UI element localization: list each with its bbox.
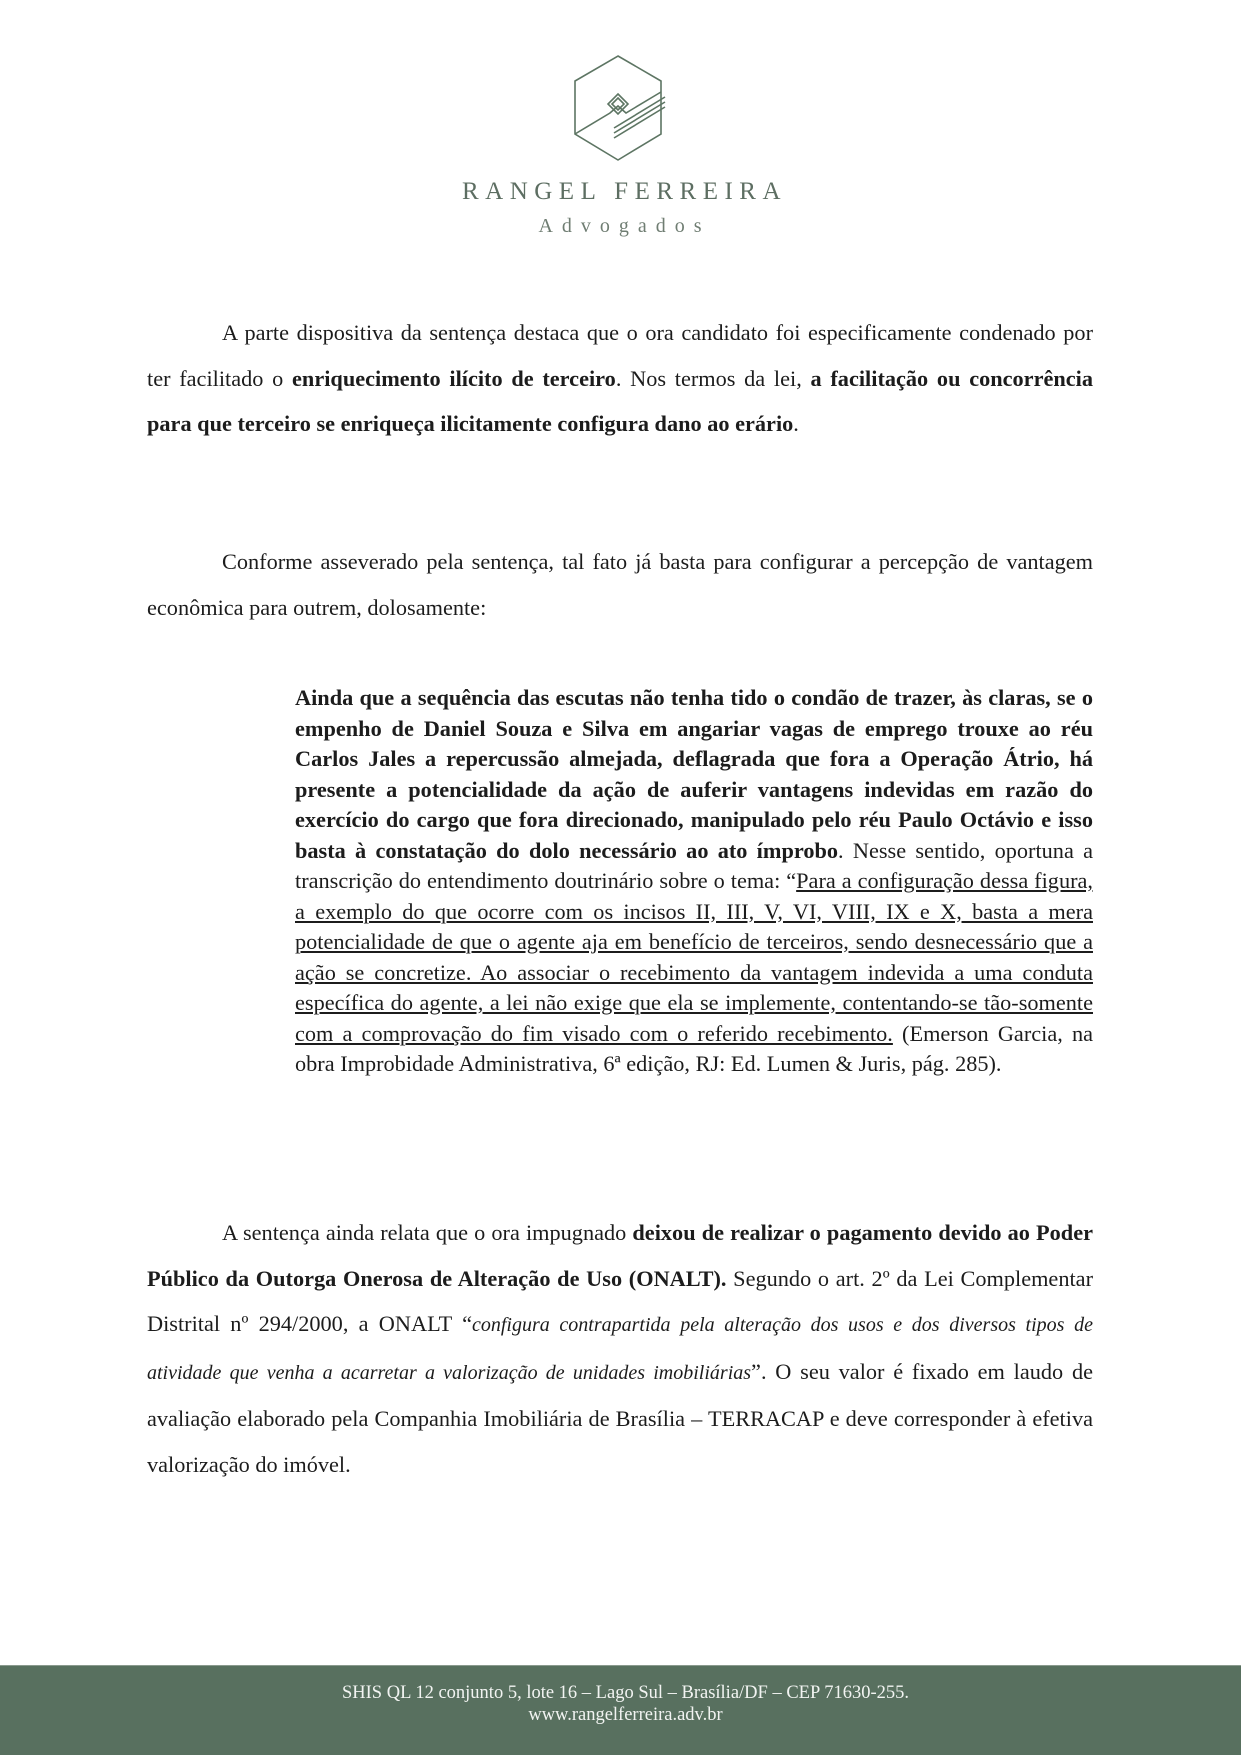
block-quote <box>295 683 1093 1080</box>
text-segment-normal: Conforme asseverado pela sentença, tal fato já basta para configurar a percepção de vantagem econômica para outrem, dolosamente: <box>147 549 1093 620</box>
text-segment-bold: Ainda que a sequência das escutas não tenha tido o condão de trazer, às claras, se o empenho de Daniel Souza e Silva em angariar vagas de emprego trouxe ao réu Carlos Jales a repercussão almejada, deflagrada que fora a Operação Átrio, há presente a potencialidade da ação de auferir vantagens indevidas em razão do exercício do cargo que fora direcionado, manipulado pelo réu Paulo Octávio e isso basta à constatação do dolo necessário ao ato ímprobo <box>295 685 1093 863</box>
footer-address: SHIS QL 12 conjunto 5, lote 16 – Lago Sul – Brasília/DF – CEP 71630-255. <box>342 1683 909 1703</box>
text-segment-underline: Para a configuração dessa figura, a exemplo do que ocorre com os incisos II, III, V, VI, VIII, IX e X, basta a mera potencialidade de que o agente aja em benefício de terceiros, sendo desnecessário que a ação se concretize. Ao associar o recebimento da vantagem indevida a uma conduta específica do agente, a lei não exige que ela se implemente, contentando-se tão-somente com a comprovação do fim visado com o referido recebimento. <box>295 868 1093 1046</box>
text-segment-normal: ”. O seu valor é fixado em laudo de avaliação elaborado pela Companhia Imobiliária de Brasília – TERRACAP e deve corresponder à efetiva valorização do imóvel. <box>147 1358 1093 1477</box>
brand-name: RANGEL FERREIRA <box>461 178 788 205</box>
text-segment-bold: a facilitação ou concorrência para que terceiro se enriqueça ilicitamente configura dano ao erário <box>147 365 1094 436</box>
text-segment-normal: (Emerson Garcia, na obra Improbidade Administrativa, 6ª edição, RJ: Ed. Lumen & Juris, pág. 285). <box>295 1020 1093 1076</box>
text-segment-normal: Segundo o art. 2º da Lei Complementar Distrital nº 294/2000, a ONALT “ <box>147 1265 1093 1336</box>
letterhead <box>0 0 1241 250</box>
footer-band <box>0 1665 1241 1755</box>
text-segment-normal: A sentença ainda relata que o ora impugnado <box>222 1220 633 1245</box>
text-segment-normal: A parte dispositiva da sentença destaca que o ora candidato foi especificamente condenado por ter facilitado o <box>147 320 1093 391</box>
paragraph-3 <box>147 1210 1093 1487</box>
paragraph-2 <box>147 539 1093 630</box>
logo-diamond-inner <box>612 98 624 110</box>
brand-subtitle: Advogados <box>538 215 711 237</box>
text-segment-normal: . Nos termos da lei, <box>615 365 811 391</box>
footer-website-link[interactable]: www.rangelferreira.adv.br <box>528 1705 723 1725</box>
text-segment-bold: enriquecimento ilícito de terceiro <box>292 365 616 391</box>
hexagon-diamond-logo-icon <box>568 52 668 168</box>
paragraph-1 <box>147 310 1093 447</box>
text-segment-normal: . Nesse sentido, oportuna a transcrição do entendimento doutrinário sobre o tema: “ <box>295 837 1093 893</box>
text-segment-normal: . <box>793 411 799 436</box>
text-segment-italic: configura contrapartida pela alteração dos usos e dos diversos tipos de atividade que venha a acarretar a valorização de unidades imobiliárias <box>147 1314 1093 1384</box>
text-segment-bold: deixou de realizar o pagamento devido ao Poder Público da Outorga Onerosa de Alteração de Uso (ONALT). <box>147 1220 1093 1291</box>
